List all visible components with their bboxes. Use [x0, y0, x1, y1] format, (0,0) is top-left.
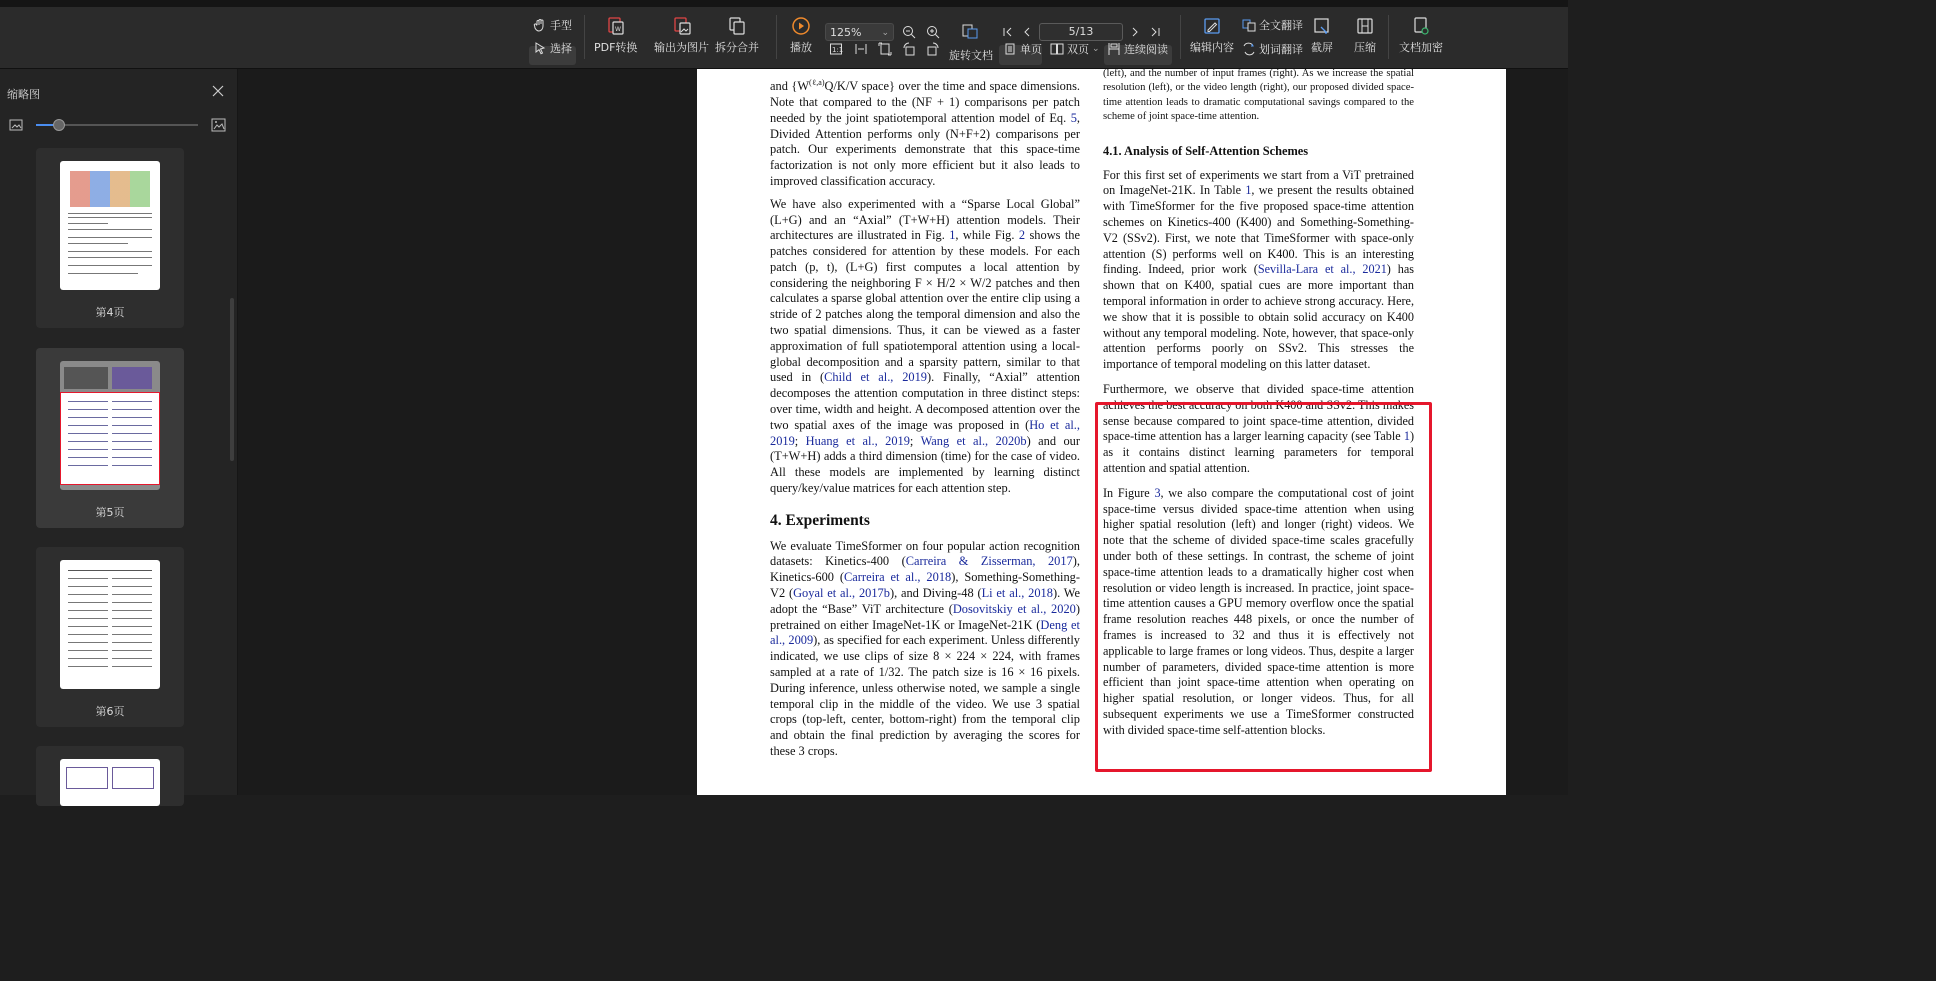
fit-width-icon[interactable] — [854, 42, 868, 56]
chevron-down-icon: ⌄ — [1092, 44, 1100, 54]
hand-tool[interactable] — [533, 17, 572, 33]
thumbnail-sidebar — [0, 69, 238, 795]
sidebar-scrollbar[interactable] — [230, 298, 234, 461]
rotate-doc-button[interactable] — [949, 47, 993, 63]
citation-link[interactable]: Goyal et al., 2017b — [793, 586, 890, 601]
page-number-input[interactable] — [1039, 23, 1123, 41]
zoom-out-icon[interactable] — [902, 25, 916, 39]
citation-link[interactable]: Carreira et al., 2018 — [844, 570, 952, 585]
subsection-heading: 4.1. Analysis of Self-Attention Schemes — [1103, 144, 1309, 159]
left-column — [770, 75, 1080, 767]
svg-text:1:1: 1:1 — [832, 46, 843, 54]
citation-link[interactable]: Ho et al., 2019 — [770, 417, 1080, 448]
pdf-convert-icon — [606, 16, 626, 36]
page-7-preview — [60, 759, 160, 806]
screenshot-icon — [1312, 16, 1332, 36]
cursor-icon — [533, 41, 547, 55]
full-translate-button[interactable] — [1242, 17, 1303, 33]
full-translate-label: 全文翻译 — [1259, 19, 1303, 32]
thumbnail-label: 第6页 — [95, 705, 125, 718]
large-image-icon[interactable] — [211, 118, 226, 132]
svg-text:W: W — [614, 26, 621, 33]
highlight-selection-box[interactable] — [1095, 402, 1432, 772]
last-page-icon[interactable] — [1149, 26, 1161, 38]
paragraph: Furthermore, we observe that divided space-time attention achieves the best accuracy on both K400 and SSv2. This makes sense because compared to joint space-time attention, divided space-time attention has a larger learning capacity (see Table 1) as it contains distinct learning parameters for temporal attention and spatial attention. — [1103, 382, 1414, 476]
zoom-select[interactable] — [825, 23, 894, 41]
sidebar-title: 缩略图 — [7, 88, 40, 101]
citation-link[interactable]: Sevilla-Lara et al., 2021 — [1257, 262, 1387, 277]
paragraph: We evaluate TimeSformer on four popular action recognition datasets: Kinetics-400 (Carreira & Zisserman, 2017), Kinetics-600 (Carreira et al., 2018), Something-Something-V2 (Goyal et al., 2017b), and Diving-48 (Li et al., 2018). We adopt the “Base” ViT architecture (Dosovitskiy et al., 2020) pretrained on either ImageNet-1K or ImageNet-21K (Deng et al., 2009), as specified for each experiment. Unless differently indicated, we use clips of size 8 × 224 × 224, with frames sampled at a rate of 1/32. The patch size is 16 × 16 pixels. During inference, unless otherwise noted, we sample a single temporal clip in the middle of the video. We use 3 spatial crops (top-left, center, bottom-right) from the temporal clip and obtain the final prediction by averaging the scores for these 3 crops. — [770, 538, 1080, 758]
first-page-icon[interactable] — [1002, 26, 1014, 38]
double-page-label: 双页 — [1067, 43, 1089, 56]
continuous-read-button[interactable] — [1107, 41, 1168, 57]
thumbnail-page-6[interactable] — [36, 547, 184, 727]
rotate-left-icon[interactable] — [902, 42, 916, 56]
citation-link[interactable]: Huang et al., 2019 — [805, 433, 910, 448]
edit-content-label: 编辑内容 — [1190, 41, 1234, 54]
toolbar — [0, 7, 1568, 69]
separator — [1180, 15, 1181, 59]
page-5-preview — [60, 361, 160, 490]
encrypt-button[interactable] — [1399, 16, 1443, 55]
citation-link[interactable]: Child et al., 2019 — [824, 370, 927, 385]
caption-continuation: (left), and the number of input frames (right). As we increase the spatial resolution (left), or the video length (right), our proposed divided space-time attention leads to dramatic computational savings compared to the scheme of joint space-time attention. — [1103, 69, 1414, 122]
thumbnail-page-5[interactable] — [36, 348, 184, 528]
section-heading: 4. Experiments — [770, 511, 870, 529]
zoom-value: 125% — [830, 26, 862, 39]
double-page-icon — [1050, 42, 1064, 56]
play-button[interactable] — [790, 16, 812, 55]
continuous-read-label: 连续阅读 — [1124, 43, 1168, 56]
lock-icon — [1411, 16, 1431, 36]
next-page-icon[interactable] — [1129, 26, 1141, 38]
play-icon — [791, 16, 811, 36]
export-image-icon — [672, 16, 692, 36]
rotate-doc-label: 旋转文档 — [949, 49, 993, 62]
actual-size-icon[interactable] — [829, 42, 843, 56]
split-merge-icon — [727, 16, 747, 36]
paragraph: For this first set of experiments we start from a ViT pretrained on ImageNet-21K. In Table 1, we present the results obtained with TimeSformer for the five proposed space-time attention schemes on Kinetics-400 (K400) and Something-Something-V2 (SSv2). First, we note that TimeSformer with space-only attention (S) performs well on K400. This is an interesting finding. Indeed, prior work (Sevilla-Lara et al., 2021) has shown that on K400, spatial cues are more important than temporal information in order to achieve strong accuracy. Here, we show that it is possible to obtain solid accuracy on K400 without any temporal modeling. Note, however, that space-only attention performs poorly on SSv2. This stresses the importance of temporal modeling on this latter dataset. — [1103, 167, 1414, 372]
word-translate-icon — [1242, 42, 1256, 56]
document-viewer[interactable] — [238, 69, 1568, 795]
citation-link[interactable]: Deng et al., 2009 — [770, 617, 1080, 648]
translate-icon — [1242, 18, 1256, 32]
citation-link[interactable]: Li et al., 2018 — [981, 586, 1053, 601]
rotate-right-icon[interactable] — [926, 42, 940, 56]
edit-content-button[interactable] — [1190, 16, 1234, 55]
split-merge-button[interactable] — [715, 16, 759, 55]
encrypt-label: 文档加密 — [1399, 41, 1443, 54]
hand-icon — [533, 18, 547, 32]
prev-page-icon[interactable] — [1021, 26, 1033, 38]
small-image-icon[interactable] — [9, 119, 23, 131]
thumbnail-label: 第4页 — [95, 306, 125, 319]
thumbnail-page-7[interactable] — [36, 746, 184, 806]
citation-link[interactable]: Wang et al., 2020b — [920, 433, 1027, 448]
citation-link[interactable]: Carreira & Zisserman, 2017 — [905, 554, 1073, 569]
export-image-label: 输出为图片 — [654, 41, 709, 54]
thumbnail-label: 第5页 — [95, 506, 125, 519]
paragraph: and {$W^{(\ell,a)}Q/K/V$ space} over the time and space dimensions. Note that compared to the (NF + 1) comparisons per patch needed by the joint spatiotemporal attention model of Eq. 5, Divided Attention performs only (N+F+2) comparisons per patch. Our experiments demonstrate that this space-time factorization is not only more efficient but it also leads to improved classification accuracy. — [770, 78, 1080, 188]
edit-icon — [1202, 16, 1222, 36]
pdf-convert-button[interactable] — [594, 16, 637, 55]
page-4-preview — [60, 161, 160, 290]
screenshot-label: 截屏 — [1311, 41, 1333, 54]
pdf-convert-label: PDF转换 — [594, 41, 638, 54]
single-page-button[interactable] — [1003, 41, 1042, 57]
chevron-down-icon: ⌄ — [881, 28, 889, 38]
select-tool[interactable] — [533, 40, 572, 56]
single-page-icon — [1003, 42, 1017, 56]
word-translate-button[interactable] — [1242, 41, 1303, 57]
single-page-label: 单页 — [1020, 43, 1042, 56]
page-6-preview — [60, 560, 160, 689]
rotate-doc-icon — [961, 22, 979, 40]
split-merge-label: 拆分合并 — [715, 41, 759, 54]
page-number-value: 5/13 — [1068, 25, 1094, 38]
close-icon[interactable] — [211, 84, 225, 98]
select-tool-label: 选择 — [550, 42, 572, 55]
separator — [776, 15, 777, 59]
continuous-read-icon — [1107, 42, 1121, 56]
double-page-button[interactable] — [1050, 41, 1100, 57]
export-image-button[interactable] — [654, 16, 709, 55]
compress-icon — [1355, 16, 1375, 36]
paragraph: We have also experimented with a “Sparse Local Global” (L+G) and an “Axial” (T+W+H) attention models. Their architectures are illustrated in Fig. 1, while Fig. 2 shows the patches considered for attention by these models. For each patch (p, t), (L+G) first computes a local attention by considering the neighboring F × H/2 × W/2 patches and then calculates a sparse global attention over the entire clip using a stride of 2 patches along the temporal dimension and also the two spatial dimensions. Thus, it can be viewed as a faster approximation of full spatiotemporal attention using a local-global decomposition and a sparsity pattern, similar to that used in (Child et al., 2019). Finally, “Axial” attention decomposes the attention computation in three distinct steps: over time, width and height. A decomposed attention over the two spatial axes of the image was proposed in (Ho et al., 2019; Huang et al., 2019; Wang et al., 2020b) and our (T+W+H) adds a third dimension (time) for the case of video. All these models are implemented by learning distinct query/key/value matrices for each attention step. — [770, 196, 1080, 496]
play-label: 播放 — [790, 41, 812, 54]
separator — [584, 15, 585, 59]
slider-handle[interactable] — [53, 119, 65, 131]
compress-button[interactable] — [1354, 16, 1376, 55]
thumbnail-page-4[interactable] — [36, 148, 184, 328]
hand-tool-label: 手型 — [550, 19, 572, 32]
separator — [1388, 15, 1389, 59]
word-translate-label: 划词翻译 — [1259, 43, 1303, 56]
fit-page-icon[interactable] — [878, 42, 892, 56]
paragraph: In Figure 3, we also compare the computational cost of joint space-time versus divided space-time attention when using higher spatial resolution (left) and longer (right) videos. We note that the scheme of divided space-time scales gracefully under both of these settings. In contrast, the scheme of joint space-time attention leads to a dramatically higher cost when resolution or video length is increased. In practice, joint space-time attention causes a GPU memory overflow once the spatial frame resolution reaches 448 pixels, or once the number of frames is increased to 32 and thus it is effectively not applicable to large frames or long videos. Thus, despite a larger number of parameters, divided space-time attention is more efficient than joint space-time attention when operating on higher spatial resolution, or longer videos. Thus, for all subsequent experiments we use a TimeSformer constructed with divided space-time self-attention blocks. — [1103, 485, 1414, 737]
zoom-in-icon[interactable] — [926, 25, 940, 39]
screenshot-button[interactable] — [1311, 16, 1333, 55]
compress-label: 压缩 — [1354, 41, 1376, 54]
citation-link[interactable]: Dosovitskiy et al., 2020 — [952, 601, 1076, 616]
window-top-strip — [0, 0, 1568, 7]
